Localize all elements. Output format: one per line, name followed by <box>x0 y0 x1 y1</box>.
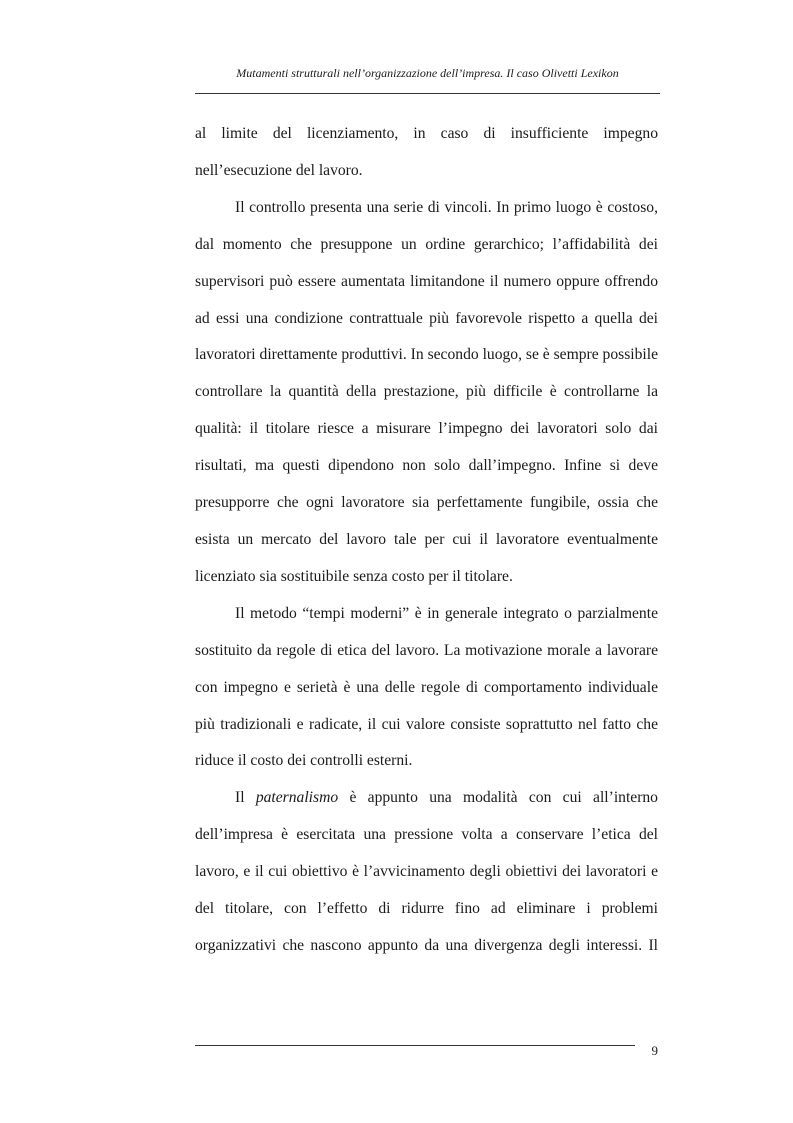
paragraph-tempi-moderni: Il metodo “tempi moderni” è in generale integrato o parzialmente sostituito da regole di etica del lavoro. La motivazione morale a lavorare con impegno e serietà è una delle regole di comportamento individuale più tradizionali e radicate, il cui valore consiste soprattutto nel fatto che riduce il costo dei controlli esterni. <box>195 604 658 770</box>
paragraph-continuation: al limite del licenziamento, in caso di insufficiente impegno nell’esecuzione del lavoro. <box>195 125 658 179</box>
footer-divider <box>195 1045 635 1046</box>
emphasis-paternalismo: paternalismo <box>255 789 339 807</box>
paragraph-paternalismo <box>195 780 658 965</box>
running-header: Mutamenti strutturali nell’organizzazione dell’impresa. Il caso Olivetti Lexikon <box>236 66 619 80</box>
paragraph-controllo: Il controllo presenta una serie di vincoli. In primo luogo è costoso, dal momento che presuppone un ordine gerarchico; l’affidabilità dei supervisori può essere aumentata limitandone il numero oppure offrendo ad essi una condizione contrattuale più favorevole rispetto a quella dei lavoratori direttamente produttivi. In secondo luogo, se è sempre possibile controllare la quantità della prestazione, più difficile è controllarne la qualità: il titolare riesce a misurare l’impegno dei lavoratori solo dai risultati, ma questi dipendono non solo dall’impegno. Infine si deve presupporre che ogni lavoratore sia perfettamente fungibile, ossia che esista un mercato del lavoro tale per cui il lavoratore eventualmente licenziato sia sostituibile senza costo per il titolare. <box>195 198 658 585</box>
page-number: 9 <box>651 1043 658 1058</box>
paragraph-paternalismo-rest: è appunto una modalità con cui all’interno dell’impresa è esercitata una pressione volta a conservare l’etica del lavoro, e il cui obiettivo è l’avvicinamento degli obiettivi dei lavoratori e del titolare, con l’effetto di ridurre fino ad eliminare i problemi organizzativi che nascono appunto da una divergenza degli interessi. Il <box>195 789 658 954</box>
header-divider <box>195 93 660 94</box>
paragraph-paternalismo-lead: Il <box>235 789 256 807</box>
body-text <box>195 116 658 965</box>
